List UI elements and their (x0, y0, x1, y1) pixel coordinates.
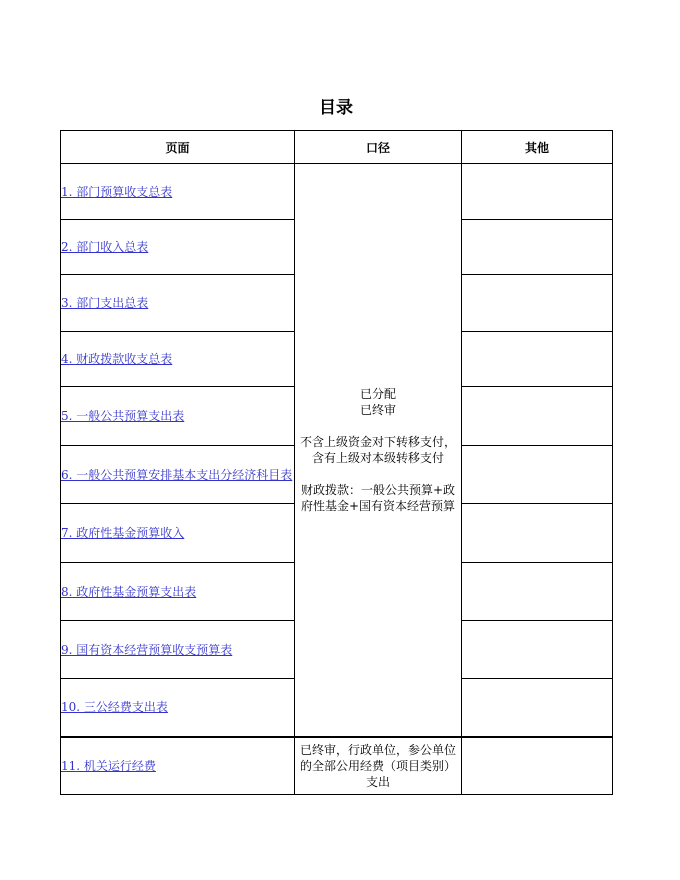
page-cell (61, 275, 295, 332)
table-row (61, 164, 613, 220)
toc-link-4[interactable]: 4. 财政拨款收支总表 (61, 352, 173, 366)
page-cell (61, 679, 295, 737)
header-row (61, 131, 613, 164)
scope-cell-main (295, 164, 462, 737)
header-other: 其他 (462, 131, 613, 164)
other-cell (462, 332, 613, 387)
other-cell (462, 737, 613, 795)
page-cell (61, 220, 295, 275)
other-cell (462, 563, 613, 621)
page-cell (61, 164, 295, 220)
page-cell (61, 387, 295, 446)
other-cell (462, 504, 613, 563)
toc-link-6[interactable]: 6. 一般公共预算安排基本支出分经济科目表 (61, 467, 293, 482)
other-cell (462, 275, 613, 332)
toc-link-9[interactable]: 9. 国有资本经营预算收支预算表 (61, 642, 233, 657)
scope-allocated: 已分配 (359, 386, 396, 401)
toc-link-2[interactable]: 2. 部门收入总表 (61, 240, 149, 254)
other-cell (462, 446, 613, 504)
scope-final-review: 已终审 (359, 402, 396, 417)
page-cell (61, 737, 295, 795)
table-row (61, 737, 613, 795)
other-cell (462, 387, 613, 446)
other-cell (462, 679, 613, 737)
toc-table (60, 130, 613, 795)
page-cell (61, 332, 295, 387)
page-title: 目录 (319, 98, 353, 118)
toc-link-7[interactable]: 7. 政府性基金预算收入 (61, 526, 185, 540)
page-cell (61, 446, 295, 504)
toc-link-3[interactable]: 3. 部门支出总表 (61, 296, 149, 310)
page-cell (61, 621, 295, 679)
scope-transfer-note: 不含上级资金对下转移支付，含有上级对本级转移支付 (299, 434, 456, 465)
toc-link-11[interactable]: 11. 机关运行经费 (61, 758, 156, 773)
other-cell (462, 164, 613, 220)
other-cell (462, 621, 613, 679)
toc-link-1[interactable]: 1. 部门预算收支总表 (61, 184, 173, 199)
toc-link-5[interactable]: 5. 一般公共预算支出表 (61, 409, 185, 423)
header-scope: 口径 (295, 131, 462, 164)
header-page: 页面 (61, 131, 295, 164)
page-cell (61, 563, 295, 621)
page-cell (61, 504, 295, 563)
scope-funding-note: 财政拨款：一般公共预算+政府性基金+国有资本经营预算 (300, 482, 456, 513)
toc-link-10[interactable]: 10. 三公经费支出表 (61, 700, 168, 715)
scope-cell-last: 已终审，行政单位，参公单位的全部公用经费（项目类别）支出 (295, 737, 462, 795)
other-cell (462, 220, 613, 275)
toc-link-8[interactable]: 8. 政府性基金预算支出表 (61, 584, 197, 599)
